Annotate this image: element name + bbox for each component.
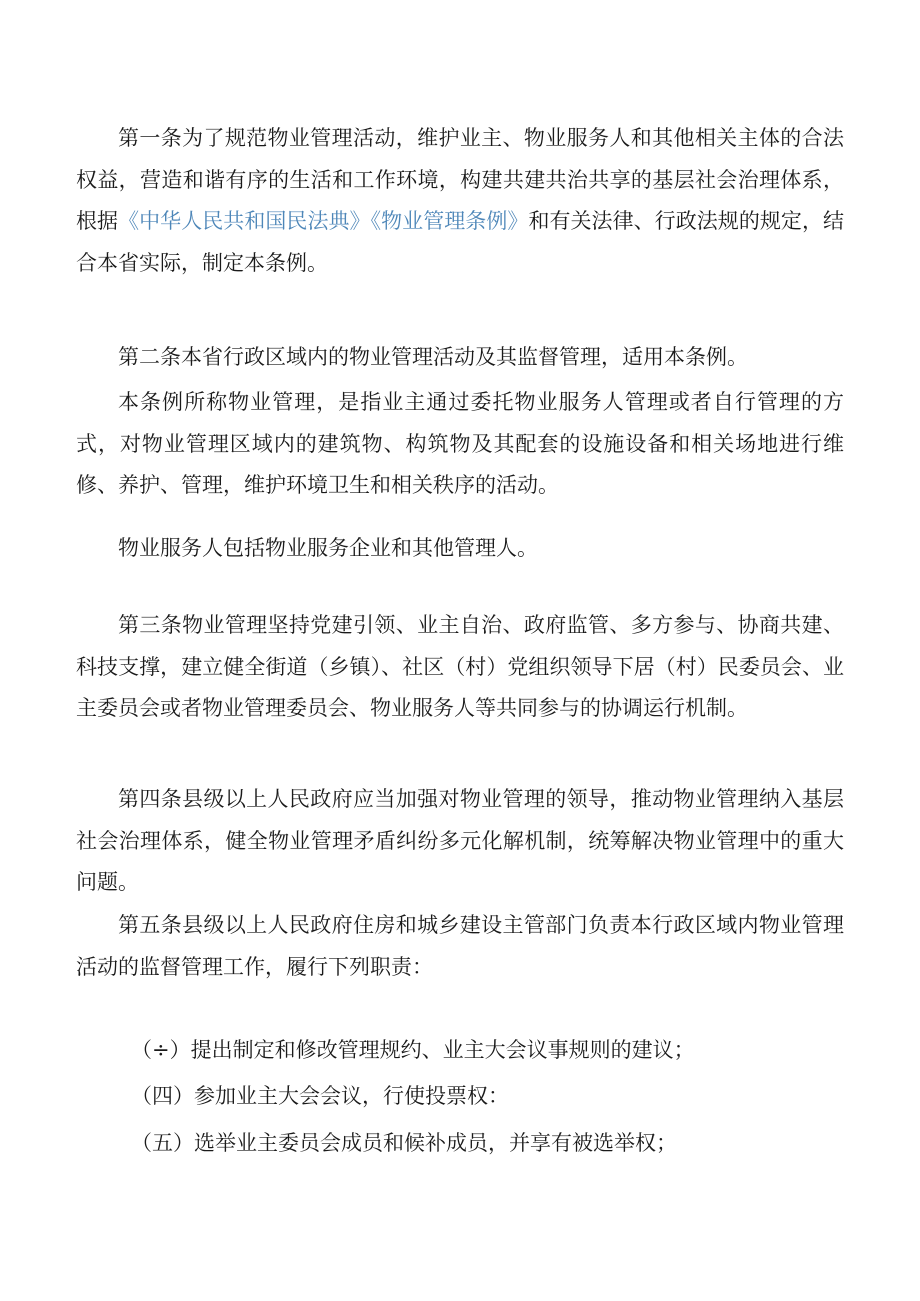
list-item: （四）参加业主大会会议，行使投票权： [131,1084,509,1108]
article-1 [76,118,844,284]
list-item: （÷）提出制定和修改管理规约、业主大会议事规则的建议； [131,1038,695,1062]
civil-code-link[interactable]: 《中华人民共和国民法典》 [118,209,371,233]
article-2-paragraph-2: 本条例所称物业管理，是指业主通过委托物业服务人管理或者自行管理的方式，对物业管理区域内的建筑物、构筑物及其配套的设施设备和相关场地进行维修、养护、管理，维护环境卫生和相关秩序的活动。 [76,390,844,497]
list-item: （五）选举业主委员会成员和候补成员，并享有被选举权； [131,1131,677,1155]
article-1-text-end: 和有关法律、行政法规的规定，结合本省实际，制定本条例。 [76,209,845,275]
article-4: 第四条县级以上人民政府应当加强对物业管理的领导，推动物业管理纳入基层社会治理体系，健全物业管理矛盾纠纷多元化解机制，统筹解决物业管理中的重大问题。 [76,787,844,894]
article-3: 第三条物业管理坚持党建引领、业主自治、政府监管、多方参与、协商共建、科技支撑，建立健全街道（乡镇）、社区（村）党组织领导下居（村）民委员会、业主委员会或者物业管理委员会、物业服务人等共同参与的协调运行机制。 [76,613,844,720]
property-regulation-link[interactable]: 《物业管理条例》 [370,209,529,233]
article-1-text: 第一条为了规范物业管理活动，维护业主、物业服务人和其他相关主体的合法权益，营造和谐有序的生活和工作环境，构建共建共治共享的基层社会治理体系，根据 [76,126,844,233]
article-5: 第五条县级以上人民政府住房和城乡建设主管部门负责本行政区域内物业管理活动的监督管理工作，履行下列职责： [76,913,844,979]
article-2-paragraph-1: 第二条本省行政区域内的物业管理活动及其监督管理，适用本条例。 [118,345,748,369]
article-2-paragraph-3: 物业服务人包括物业服务企业和其他管理人。 [118,536,538,560]
